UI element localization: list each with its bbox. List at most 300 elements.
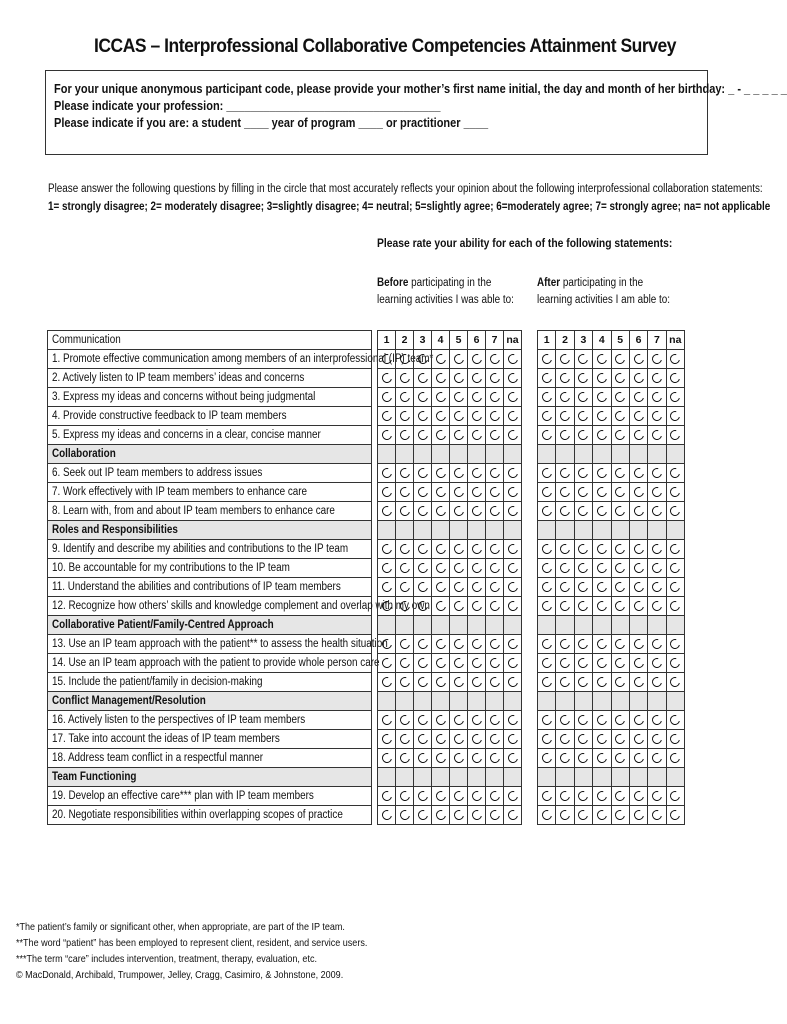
after-rating-cell[interactable] (666, 350, 684, 369)
rating-circle-icon[interactable] (558, 542, 572, 556)
before-rating-cell[interactable] (504, 673, 522, 692)
rating-circle-icon[interactable] (613, 732, 627, 746)
rating-circle-icon[interactable] (540, 732, 554, 746)
after-rating-cell[interactable] (629, 388, 647, 407)
after-rating-cell[interactable] (611, 711, 629, 730)
before-rating-cell[interactable] (450, 597, 468, 616)
rating-circle-icon[interactable] (540, 352, 554, 366)
rating-circle-icon[interactable] (613, 656, 627, 670)
rating-circle-icon[interactable] (434, 808, 448, 822)
rating-circle-icon[interactable] (380, 504, 394, 518)
after-rating-cell[interactable] (556, 749, 574, 768)
rating-circle-icon[interactable] (452, 675, 466, 689)
rating-circle-icon[interactable] (380, 675, 394, 689)
rating-circle-icon[interactable] (488, 732, 502, 746)
before-rating-cell[interactable] (432, 388, 450, 407)
rating-circle-icon[interactable] (506, 637, 520, 651)
before-rating-cell[interactable] (468, 597, 486, 616)
before-rating-cell[interactable] (468, 806, 486, 825)
rating-circle-icon[interactable] (540, 428, 554, 442)
before-rating-cell[interactable] (432, 483, 450, 502)
before-rating-cell[interactable] (432, 597, 450, 616)
rating-circle-icon[interactable] (558, 808, 572, 822)
after-rating-cell[interactable] (593, 635, 611, 654)
before-rating-cell[interactable] (468, 635, 486, 654)
rating-circle-icon[interactable] (506, 561, 520, 575)
before-rating-cell[interactable] (432, 426, 450, 445)
before-rating-cell[interactable] (468, 540, 486, 559)
after-rating-cell[interactable] (538, 654, 556, 673)
after-rating-cell[interactable] (574, 578, 592, 597)
rating-circle-icon[interactable] (577, 409, 591, 423)
after-rating-cell[interactable] (538, 673, 556, 692)
before-rating-cell[interactable] (468, 502, 486, 521)
before-rating-cell[interactable] (396, 502, 414, 521)
after-rating-cell[interactable] (648, 635, 666, 654)
after-rating-cell[interactable] (556, 806, 574, 825)
rating-circle-icon[interactable] (380, 732, 394, 746)
rating-circle-icon[interactable] (380, 390, 394, 404)
rating-circle-icon[interactable] (577, 580, 591, 594)
after-rating-cell[interactable] (574, 711, 592, 730)
rating-circle-icon[interactable] (452, 352, 466, 366)
rating-circle-icon[interactable] (595, 580, 609, 594)
rating-circle-icon[interactable] (434, 504, 448, 518)
rating-circle-icon[interactable] (470, 428, 484, 442)
after-rating-cell[interactable] (611, 787, 629, 806)
rating-circle-icon[interactable] (470, 732, 484, 746)
before-rating-cell[interactable] (504, 483, 522, 502)
before-rating-cell[interactable] (486, 597, 504, 616)
rating-circle-icon[interactable] (577, 485, 591, 499)
before-rating-cell[interactable] (378, 654, 396, 673)
after-rating-cell[interactable] (556, 654, 574, 673)
before-rating-cell[interactable] (486, 635, 504, 654)
rating-circle-icon[interactable] (470, 504, 484, 518)
rating-circle-icon[interactable] (558, 637, 572, 651)
rating-circle-icon[interactable] (416, 542, 430, 556)
after-rating-cell[interactable] (574, 787, 592, 806)
rating-circle-icon[interactable] (613, 808, 627, 822)
rating-circle-icon[interactable] (416, 751, 430, 765)
after-rating-cell[interactable] (593, 388, 611, 407)
rating-circle-icon[interactable] (540, 390, 554, 404)
rating-circle-icon[interactable] (506, 789, 520, 803)
before-rating-cell[interactable] (486, 502, 504, 521)
rating-circle-icon[interactable] (632, 599, 646, 613)
rating-circle-icon[interactable] (488, 751, 502, 765)
rating-circle-icon[interactable] (595, 656, 609, 670)
before-rating-cell[interactable] (378, 540, 396, 559)
rating-circle-icon[interactable] (558, 428, 572, 442)
rating-circle-icon[interactable] (577, 675, 591, 689)
rating-circle-icon[interactable] (668, 808, 682, 822)
rating-circle-icon[interactable] (506, 713, 520, 727)
before-rating-cell[interactable] (468, 787, 486, 806)
rating-circle-icon[interactable] (470, 580, 484, 594)
rating-circle-icon[interactable] (470, 675, 484, 689)
before-rating-cell[interactable] (414, 369, 432, 388)
before-rating-cell[interactable] (396, 749, 414, 768)
rating-circle-icon[interactable] (470, 713, 484, 727)
after-rating-cell[interactable] (538, 350, 556, 369)
after-rating-cell[interactable] (593, 559, 611, 578)
rating-circle-icon[interactable] (488, 390, 502, 404)
after-rating-cell[interactable] (593, 673, 611, 692)
after-rating-cell[interactable] (629, 350, 647, 369)
rating-circle-icon[interactable] (452, 561, 466, 575)
before-rating-cell[interactable] (378, 597, 396, 616)
rating-circle-icon[interactable] (613, 504, 627, 518)
before-rating-cell[interactable] (486, 540, 504, 559)
before-rating-cell[interactable] (432, 350, 450, 369)
rating-circle-icon[interactable] (577, 789, 591, 803)
rating-circle-icon[interactable] (470, 466, 484, 480)
after-rating-cell[interactable] (593, 806, 611, 825)
rating-circle-icon[interactable] (380, 428, 394, 442)
rating-circle-icon[interactable] (470, 371, 484, 385)
rating-circle-icon[interactable] (595, 390, 609, 404)
rating-circle-icon[interactable] (540, 713, 554, 727)
rating-circle-icon[interactable] (632, 428, 646, 442)
rating-circle-icon[interactable] (613, 352, 627, 366)
rating-circle-icon[interactable] (613, 789, 627, 803)
after-rating-cell[interactable] (538, 388, 556, 407)
before-rating-cell[interactable] (396, 540, 414, 559)
before-rating-cell[interactable] (414, 597, 432, 616)
before-rating-cell[interactable] (450, 730, 468, 749)
rating-circle-icon[interactable] (452, 409, 466, 423)
after-rating-cell[interactable] (666, 559, 684, 578)
before-rating-cell[interactable] (396, 369, 414, 388)
after-rating-cell[interactable] (666, 464, 684, 483)
rating-circle-icon[interactable] (470, 599, 484, 613)
rating-circle-icon[interactable] (416, 352, 430, 366)
rating-circle-icon[interactable] (668, 637, 682, 651)
before-rating-cell[interactable] (378, 787, 396, 806)
rating-circle-icon[interactable] (632, 485, 646, 499)
rating-circle-icon[interactable] (650, 409, 664, 423)
rating-circle-icon[interactable] (380, 808, 394, 822)
rating-circle-icon[interactable] (470, 409, 484, 423)
before-rating-cell[interactable] (468, 388, 486, 407)
rating-circle-icon[interactable] (488, 637, 502, 651)
rating-circle-icon[interactable] (540, 485, 554, 499)
rating-circle-icon[interactable] (558, 561, 572, 575)
before-rating-cell[interactable] (396, 711, 414, 730)
before-rating-cell[interactable] (468, 711, 486, 730)
after-rating-cell[interactable] (666, 806, 684, 825)
rating-circle-icon[interactable] (540, 409, 554, 423)
rating-circle-icon[interactable] (650, 428, 664, 442)
after-rating-cell[interactable] (593, 540, 611, 559)
before-rating-cell[interactable] (378, 388, 396, 407)
after-rating-cell[interactable] (611, 597, 629, 616)
before-rating-cell[interactable] (396, 730, 414, 749)
before-rating-cell[interactable] (504, 350, 522, 369)
after-rating-cell[interactable] (648, 540, 666, 559)
after-rating-cell[interactable] (593, 711, 611, 730)
rating-circle-icon[interactable] (577, 656, 591, 670)
after-rating-cell[interactable] (629, 502, 647, 521)
rating-circle-icon[interactable] (452, 580, 466, 594)
rating-circle-icon[interactable] (416, 789, 430, 803)
rating-circle-icon[interactable] (380, 713, 394, 727)
rating-circle-icon[interactable] (668, 371, 682, 385)
rating-circle-icon[interactable] (577, 352, 591, 366)
rating-circle-icon[interactable] (488, 428, 502, 442)
before-rating-cell[interactable] (378, 749, 396, 768)
rating-circle-icon[interactable] (434, 561, 448, 575)
before-rating-cell[interactable] (432, 578, 450, 597)
before-rating-cell[interactable] (414, 787, 432, 806)
rating-circle-icon[interactable] (558, 713, 572, 727)
rating-circle-icon[interactable] (398, 637, 412, 651)
rating-circle-icon[interactable] (506, 675, 520, 689)
rating-circle-icon[interactable] (595, 751, 609, 765)
before-rating-cell[interactable] (432, 635, 450, 654)
after-rating-cell[interactable] (611, 426, 629, 445)
before-rating-cell[interactable] (468, 559, 486, 578)
rating-circle-icon[interactable] (668, 561, 682, 575)
before-rating-cell[interactable] (396, 578, 414, 597)
rating-circle-icon[interactable] (595, 808, 609, 822)
rating-circle-icon[interactable] (595, 713, 609, 727)
before-rating-cell[interactable] (414, 350, 432, 369)
after-rating-cell[interactable] (629, 787, 647, 806)
before-rating-cell[interactable] (486, 749, 504, 768)
rating-circle-icon[interactable] (558, 732, 572, 746)
rating-circle-icon[interactable] (632, 751, 646, 765)
rating-circle-icon[interactable] (434, 409, 448, 423)
rating-circle-icon[interactable] (398, 789, 412, 803)
before-rating-cell[interactable] (378, 711, 396, 730)
rating-circle-icon[interactable] (434, 675, 448, 689)
rating-circle-icon[interactable] (398, 751, 412, 765)
rating-circle-icon[interactable] (398, 713, 412, 727)
after-rating-cell[interactable] (629, 673, 647, 692)
after-rating-cell[interactable] (574, 730, 592, 749)
before-rating-cell[interactable] (450, 787, 468, 806)
rating-circle-icon[interactable] (506, 428, 520, 442)
rating-circle-icon[interactable] (540, 789, 554, 803)
before-rating-cell[interactable] (414, 388, 432, 407)
rating-circle-icon[interactable] (558, 751, 572, 765)
rating-circle-icon[interactable] (434, 352, 448, 366)
rating-circle-icon[interactable] (613, 428, 627, 442)
before-rating-cell[interactable] (396, 787, 414, 806)
before-rating-cell[interactable] (396, 654, 414, 673)
rating-circle-icon[interactable] (416, 637, 430, 651)
rating-circle-icon[interactable] (632, 409, 646, 423)
rating-circle-icon[interactable] (488, 580, 502, 594)
before-rating-cell[interactable] (432, 559, 450, 578)
rating-circle-icon[interactable] (452, 599, 466, 613)
rating-circle-icon[interactable] (416, 390, 430, 404)
before-rating-cell[interactable] (468, 426, 486, 445)
after-rating-cell[interactable] (593, 578, 611, 597)
after-rating-cell[interactable] (648, 426, 666, 445)
rating-circle-icon[interactable] (398, 732, 412, 746)
rating-circle-icon[interactable] (398, 808, 412, 822)
rating-circle-icon[interactable] (668, 352, 682, 366)
rating-circle-icon[interactable] (416, 599, 430, 613)
rating-circle-icon[interactable] (668, 751, 682, 765)
rating-circle-icon[interactable] (416, 580, 430, 594)
after-rating-cell[interactable] (666, 426, 684, 445)
rating-circle-icon[interactable] (416, 504, 430, 518)
rating-circle-icon[interactable] (632, 789, 646, 803)
rating-circle-icon[interactable] (506, 580, 520, 594)
rating-circle-icon[interactable] (434, 428, 448, 442)
before-rating-cell[interactable] (468, 369, 486, 388)
after-rating-cell[interactable] (611, 635, 629, 654)
before-rating-cell[interactable] (414, 749, 432, 768)
before-rating-cell[interactable] (504, 578, 522, 597)
after-rating-cell[interactable] (538, 502, 556, 521)
before-rating-cell[interactable] (468, 673, 486, 692)
rating-circle-icon[interactable] (452, 390, 466, 404)
after-rating-cell[interactable] (611, 806, 629, 825)
rating-circle-icon[interactable] (506, 352, 520, 366)
before-rating-cell[interactable] (504, 502, 522, 521)
before-rating-cell[interactable] (504, 407, 522, 426)
rating-circle-icon[interactable] (540, 656, 554, 670)
after-rating-cell[interactable] (593, 787, 611, 806)
rating-circle-icon[interactable] (416, 656, 430, 670)
before-rating-cell[interactable] (378, 578, 396, 597)
before-rating-cell[interactable] (504, 806, 522, 825)
after-rating-cell[interactable] (611, 502, 629, 521)
rating-circle-icon[interactable] (650, 637, 664, 651)
after-rating-cell[interactable] (593, 502, 611, 521)
rating-circle-icon[interactable] (650, 713, 664, 727)
rating-circle-icon[interactable] (506, 466, 520, 480)
rating-circle-icon[interactable] (540, 371, 554, 385)
rating-circle-icon[interactable] (540, 675, 554, 689)
after-rating-cell[interactable] (666, 673, 684, 692)
after-rating-cell[interactable] (556, 350, 574, 369)
rating-circle-icon[interactable] (632, 637, 646, 651)
before-rating-cell[interactable] (486, 711, 504, 730)
rating-circle-icon[interactable] (398, 656, 412, 670)
after-rating-cell[interactable] (538, 787, 556, 806)
rating-circle-icon[interactable] (506, 656, 520, 670)
rating-circle-icon[interactable] (398, 485, 412, 499)
after-rating-cell[interactable] (648, 502, 666, 521)
rating-circle-icon[interactable] (668, 485, 682, 499)
rating-circle-icon[interactable] (613, 599, 627, 613)
after-rating-cell[interactable] (629, 369, 647, 388)
rating-circle-icon[interactable] (577, 542, 591, 556)
before-rating-cell[interactable] (378, 464, 396, 483)
rating-circle-icon[interactable] (398, 504, 412, 518)
after-rating-cell[interactable] (666, 711, 684, 730)
rating-circle-icon[interactable] (668, 542, 682, 556)
after-rating-cell[interactable] (629, 654, 647, 673)
before-rating-cell[interactable] (450, 749, 468, 768)
after-rating-cell[interactable] (611, 540, 629, 559)
rating-circle-icon[interactable] (452, 466, 466, 480)
rating-circle-icon[interactable] (434, 732, 448, 746)
rating-circle-icon[interactable] (632, 561, 646, 575)
before-rating-cell[interactable] (378, 559, 396, 578)
before-rating-cell[interactable] (432, 711, 450, 730)
after-rating-cell[interactable] (556, 540, 574, 559)
rating-circle-icon[interactable] (416, 466, 430, 480)
before-rating-cell[interactable] (504, 426, 522, 445)
before-rating-cell[interactable] (486, 806, 504, 825)
rating-circle-icon[interactable] (668, 656, 682, 670)
rating-circle-icon[interactable] (488, 599, 502, 613)
rating-circle-icon[interactable] (452, 371, 466, 385)
before-rating-cell[interactable] (378, 426, 396, 445)
rating-circle-icon[interactable] (506, 485, 520, 499)
after-rating-cell[interactable] (593, 749, 611, 768)
before-rating-cell[interactable] (450, 540, 468, 559)
rating-circle-icon[interactable] (506, 409, 520, 423)
rating-circle-icon[interactable] (613, 580, 627, 594)
after-rating-cell[interactable] (611, 730, 629, 749)
after-rating-cell[interactable] (611, 407, 629, 426)
before-rating-cell[interactable] (450, 388, 468, 407)
after-rating-cell[interactable] (574, 806, 592, 825)
after-rating-cell[interactable] (666, 730, 684, 749)
before-rating-cell[interactable] (486, 559, 504, 578)
rating-circle-icon[interactable] (488, 504, 502, 518)
before-rating-cell[interactable] (396, 388, 414, 407)
after-rating-cell[interactable] (556, 711, 574, 730)
rating-circle-icon[interactable] (595, 561, 609, 575)
before-rating-cell[interactable] (396, 464, 414, 483)
rating-circle-icon[interactable] (452, 656, 466, 670)
rating-circle-icon[interactable] (668, 599, 682, 613)
after-rating-cell[interactable] (574, 407, 592, 426)
after-rating-cell[interactable] (574, 426, 592, 445)
rating-circle-icon[interactable] (452, 485, 466, 499)
after-rating-cell[interactable] (538, 806, 556, 825)
after-rating-cell[interactable] (556, 407, 574, 426)
before-rating-cell[interactable] (414, 654, 432, 673)
rating-circle-icon[interactable] (434, 637, 448, 651)
rating-circle-icon[interactable] (650, 656, 664, 670)
rating-circle-icon[interactable] (632, 713, 646, 727)
after-rating-cell[interactable] (666, 578, 684, 597)
before-rating-cell[interactable] (432, 730, 450, 749)
rating-circle-icon[interactable] (380, 599, 394, 613)
after-rating-cell[interactable] (593, 730, 611, 749)
rating-circle-icon[interactable] (577, 504, 591, 518)
before-rating-cell[interactable] (504, 559, 522, 578)
after-rating-cell[interactable] (611, 749, 629, 768)
rating-circle-icon[interactable] (380, 561, 394, 575)
rating-circle-icon[interactable] (380, 352, 394, 366)
before-rating-cell[interactable] (396, 635, 414, 654)
before-rating-cell[interactable] (468, 654, 486, 673)
after-rating-cell[interactable] (629, 749, 647, 768)
rating-circle-icon[interactable] (416, 675, 430, 689)
after-rating-cell[interactable] (556, 426, 574, 445)
rating-circle-icon[interactable] (540, 580, 554, 594)
rating-circle-icon[interactable] (398, 428, 412, 442)
rating-circle-icon[interactable] (434, 751, 448, 765)
before-rating-cell[interactable] (504, 540, 522, 559)
rating-circle-icon[interactable] (398, 561, 412, 575)
after-rating-cell[interactable] (574, 502, 592, 521)
before-rating-cell[interactable] (450, 407, 468, 426)
after-rating-cell[interactable] (629, 407, 647, 426)
rating-circle-icon[interactable] (416, 428, 430, 442)
